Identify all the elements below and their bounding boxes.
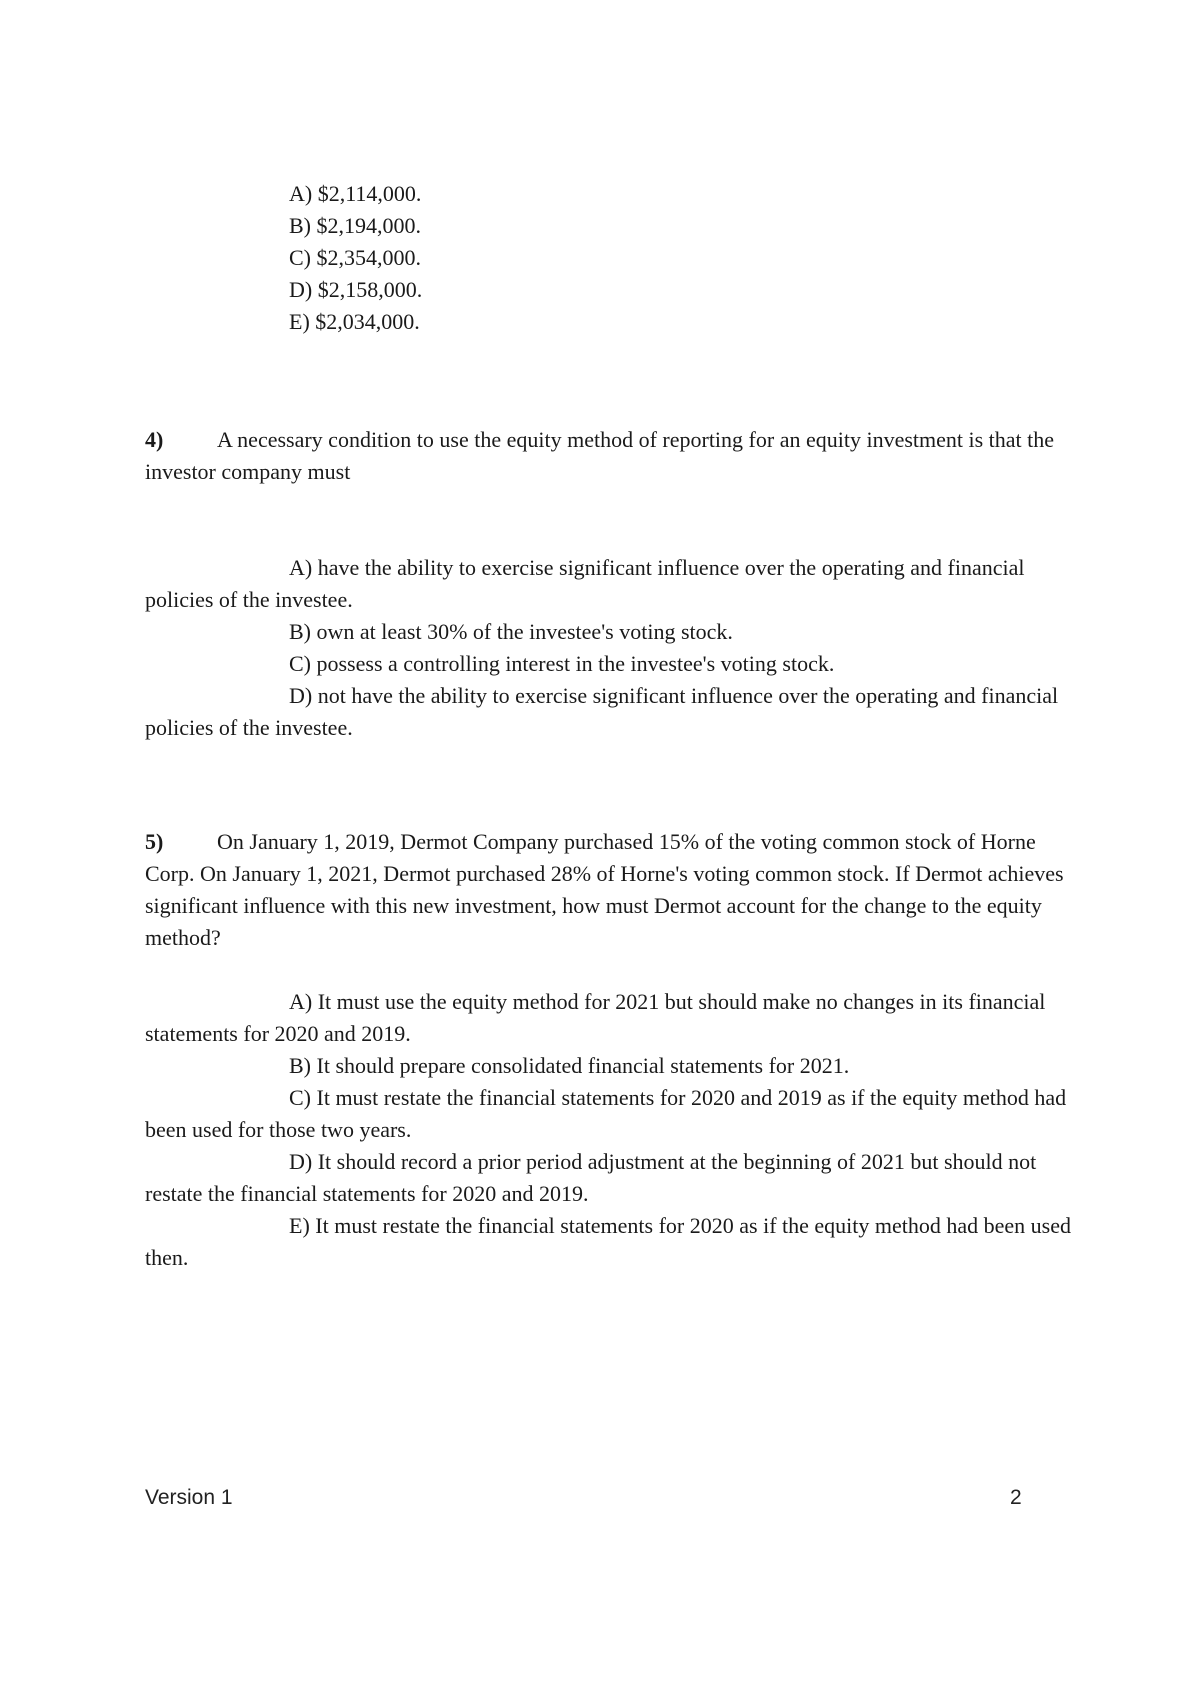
q4-options (145, 552, 1085, 744)
option-letter: D) (289, 1149, 313, 1174)
q3-options (145, 178, 1085, 338)
question-number: 4) (145, 427, 164, 452)
q5-option-e (145, 1210, 1085, 1274)
option-text: It must restate the financial statements for 2020 as if the equity method had been used then. (145, 1213, 1071, 1270)
option-letter: E) (289, 309, 310, 334)
q5-options (145, 986, 1085, 1274)
q5-option-d (145, 1146, 1085, 1210)
option-text: $2,158,000. (317, 277, 423, 302)
option-letter: A) (289, 181, 313, 206)
q4-option-d (145, 680, 1085, 744)
option-letter: B) (289, 619, 311, 644)
option-text: It should prepare consolidated financial statements for 2021. (316, 1053, 850, 1078)
q4-option-b (145, 616, 1085, 648)
option-letter: C) (289, 245, 311, 270)
option-text: $2,354,000. (316, 245, 421, 270)
question-number: 5) (145, 829, 164, 854)
footer-page-number: 2 (1010, 1486, 1022, 1509)
option-text: $2,114,000. (317, 181, 422, 206)
option-text: It must use the equity method for 2021 but should make no changes in its financial statements for 2020 and 2019. (145, 989, 1046, 1046)
q5-option-c (145, 1082, 1085, 1146)
option-text: have the ability to exercise significant influence over the operating and financial policies of the investee. (145, 555, 1025, 612)
q3-option-d (145, 274, 1085, 306)
q4-stem (145, 424, 1085, 488)
q4-option-a (145, 552, 1085, 616)
option-letter: C) (289, 651, 311, 676)
option-text: It must restate the financial statements for 2020 and 2019 as if the equity method had been used for those two years. (145, 1085, 1067, 1142)
option-letter: D) (289, 277, 313, 302)
option-text: not have the ability to exercise significant influence over the operating and financial policies of the investee. (145, 683, 1059, 740)
q5-option-a (145, 986, 1085, 1050)
option-letter: A) (289, 989, 313, 1014)
q3-option-e (145, 306, 1085, 338)
option-text: $2,034,000. (315, 309, 420, 334)
q3-option-b (145, 210, 1085, 242)
option-letter: B) (289, 1053, 311, 1078)
option-text: own at least 30% of the investee's voting stock. (316, 619, 733, 644)
option-letter: D) (289, 683, 313, 708)
option-letter: C) (289, 1085, 311, 1110)
option-text: $2,194,000. (316, 213, 421, 238)
footer-version: Version 1 (145, 1486, 233, 1509)
option-letter: E) (289, 1213, 310, 1238)
q3-option-c (145, 242, 1085, 274)
question-text: A necessary condition to use the equity method of reporting for an equity investment is that the investor company must (145, 427, 1055, 484)
q5-stem (145, 826, 1085, 954)
option-text: possess a controlling interest in the investee's voting stock. (316, 651, 835, 676)
q4-option-c (145, 648, 1085, 680)
question-text: On January 1, 2019, Dermot Company purchased 15% of the voting common stock of Horne Corp. On January 1, 2021, Dermot purchased 28% of Horne's voting common stock. If Dermot achieves significant influence with this new investment, how must Dermot account for the change to the equity method? (145, 829, 1064, 950)
option-text: It should record a prior period adjustment at the beginning of 2021 but should not restate the financial statements for 2020 and 2019. (145, 1149, 1037, 1206)
q5-option-b (145, 1050, 1085, 1082)
option-letter: A) (289, 555, 313, 580)
q3-option-a (145, 178, 1085, 210)
option-letter: B) (289, 213, 311, 238)
